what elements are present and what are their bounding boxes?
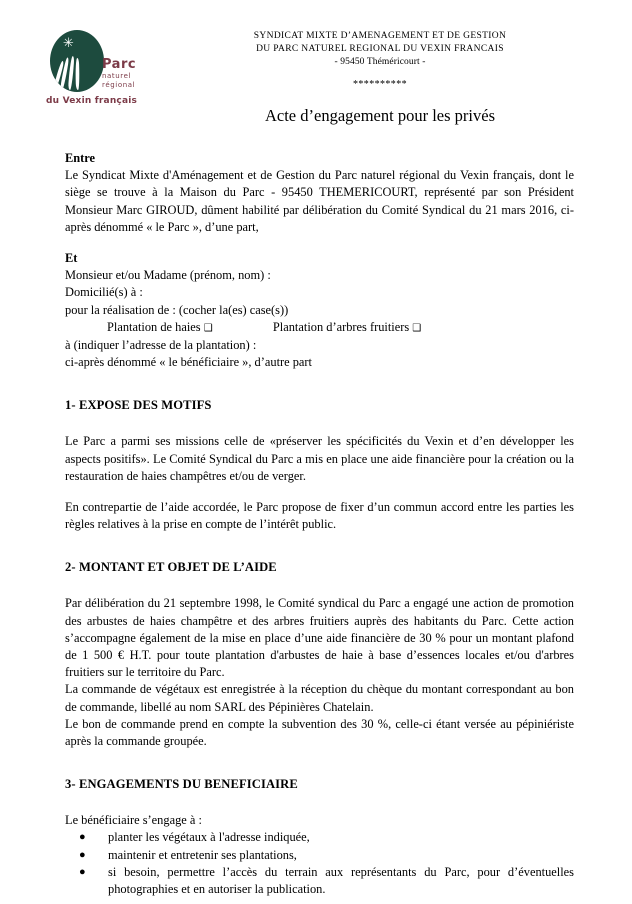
bullet-icon: ●	[79, 831, 86, 844]
checkbox-fruitiers[interactable]: ❑	[412, 322, 422, 334]
spacer	[65, 793, 574, 812]
engagements-list	[65, 829, 574, 898]
separator-asterisks: **********	[353, 79, 407, 90]
logo-name-bottom: du Vexin français	[46, 96, 138, 106]
logo-oval-shape	[50, 30, 104, 92]
letterhead-line-2: DU PARC NATUREL REGIONAL DU VEXIN FRANCAIS	[256, 44, 504, 54]
spacer	[65, 533, 574, 559]
beneficiaire-line: ci-après dénommé « le bénéficiaire », d’autre part	[65, 355, 313, 370]
spacer	[65, 485, 574, 499]
logo-text-block	[102, 58, 136, 89]
entre-label: Entre	[65, 151, 96, 165]
logo-name-line3: régional	[102, 81, 136, 89]
spacer	[65, 750, 574, 776]
field-plantation-address-line: à (indiquer l’adresse de la plantation) :	[65, 338, 257, 353]
letterhead-line-1: SYNDICAT MIXTE D’AMENAGEMENT ET DE GESTION	[253, 31, 507, 41]
section-2-paragraph-1: Par délibération du 21 septembre 1998, le Comité syndical du Parc a engagé une action de promotion des arbustes de haies champêtre et des arbres fruitiers auprès des habitants du Parc. Cette action s’accompagne également de la mise en place d’une aide financière de 30 % pour un montant plafond de 1 500 € H.T. pour toute plantation d'arbustes de haie à base d’essences locales et/ou d'arbres fruitiers sur le territoire du Parc.	[65, 596, 574, 680]
section-3-intro: Le bénéficiaire s’engage à :	[65, 813, 202, 828]
logo-name-main: Parc	[102, 57, 137, 72]
list-item-text: maintenir et entretenir ses plantations,	[108, 847, 297, 862]
parc-logo	[46, 28, 141, 110]
spacer	[65, 414, 574, 433]
bullet-icon: ●	[79, 848, 86, 861]
section-heading-2: 2- MONTANT ET OBJET DE L’AIDE	[65, 560, 277, 575]
star-icon: ✳	[63, 36, 74, 51]
bullet-icon: ●	[79, 865, 86, 878]
field-address-line: Domicilié(s) à :	[65, 285, 143, 300]
field-realisation-line: pour la réalisation de : (cocher la(es) case(s))	[65, 302, 289, 317]
section-1-paragraph-1: Le Parc a parmi ses missions celle de «préserver les spécificités du Vexin et d’en développer les aspects positifs». Le Comité Syndical du Parc a mis en place une aide financière pour la création ou la restauration de haies champêtres et/ou de verger.	[65, 434, 574, 483]
spacer	[65, 576, 574, 595]
letterhead	[150, 30, 610, 69]
letterhead-line-3: - 95450 Théméricourt -	[334, 57, 426, 67]
grass-blade-icon	[75, 58, 80, 90]
section-heading-1: 1- EXPOSE DES MOTIFS	[65, 398, 212, 413]
page-title: Acte d’engagement pour les privés	[264, 106, 495, 125]
plantation-options-row	[65, 319, 574, 337]
section-1-paragraph-2: En contrepartie de l’aide accordée, le Parc propose de fixer d’un commun accord entre les parties les règles relatives à la prise en compte de l’intérêt public.	[65, 500, 574, 532]
section-heading-3: 3- ENGAGEMENTS DU BENEFICIAIRE	[65, 777, 298, 792]
document-header	[0, 0, 632, 125]
section-2-paragraph-2: La commande de végétaux est enregistrée à la réception du chèque du montant correspondant au bon de commande, libellé au nom SARL des Pépinières Chatelain.	[65, 682, 574, 714]
et-label: Et	[65, 251, 78, 266]
list-item-text: si besoin, permettre l’accès du terrain aux représentants du Parc, pour d’éventuelles photographies et en autoriser la publication.	[108, 864, 574, 897]
logo-name-line2: naturel	[102, 72, 132, 80]
section-2-paragraph-3: Le bon de commande prend en compte la subvention des 30 %, celle-ci étant versée au pépiniériste après la commande groupée.	[65, 716, 574, 749]
option-haies-label: Plantation de haies	[107, 319, 201, 334]
list-item	[65, 829, 574, 846]
spacer	[65, 236, 574, 250]
option-fruitiers-label: Plantation d’arbres fruitiers	[272, 319, 410, 334]
spacer	[65, 371, 574, 397]
list-item	[65, 847, 574, 864]
checkbox-haies[interactable]: ❑	[203, 322, 213, 334]
field-name-line: Monsieur et/ou Madame (prénom, nom) :	[65, 268, 271, 283]
list-item-text: planter les végétaux à l'adresse indiquée,	[108, 830, 310, 845]
entre-paragraph: Le Syndicat Mixte d'Aménagement et de Gestion du Parc naturel régional du Vexin français, dont le siège se trouve à la Maison du Parc - 95450 THEMERICOURT, représenté par son Président Monsieur Marc GIROUD, dûment habilité par délibération du Comité Syndical du 21 mars 2016, ci-après dénommé « le Parc », d’une part,	[65, 168, 574, 234]
document-body	[65, 150, 574, 898]
list-item	[65, 864, 574, 898]
grass-blade-icon	[68, 56, 74, 90]
